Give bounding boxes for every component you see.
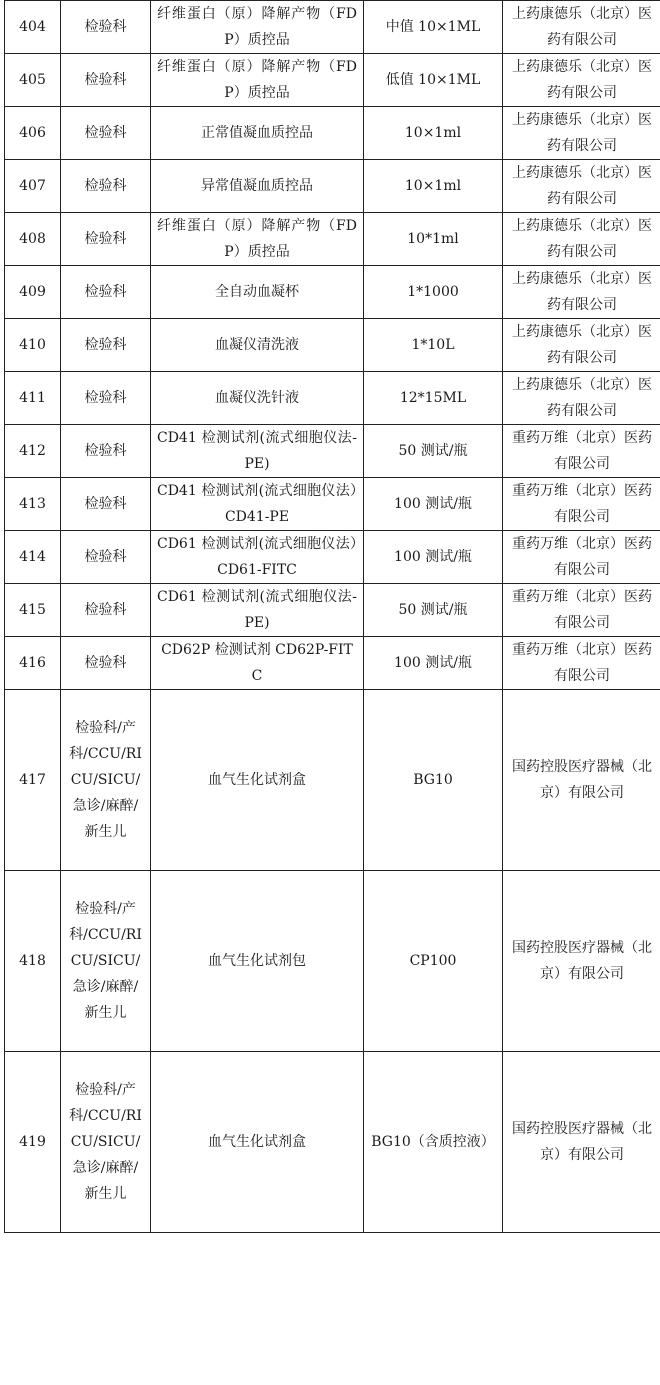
table-row <box>5 160 660 213</box>
row-number: 416 <box>5 637 61 690</box>
department-cell: 检验科 <box>61 425 151 478</box>
table-row <box>5 266 660 319</box>
department-cell: 检验科 <box>61 584 151 637</box>
table-row <box>5 478 660 531</box>
row-number: 405 <box>5 54 61 107</box>
department-cell: 检验科 <box>61 266 151 319</box>
row-number: 412 <box>5 425 61 478</box>
table-row <box>5 54 660 107</box>
table-row <box>5 1052 660 1233</box>
product-name-cell: 血凝仪清洗液 <box>151 319 364 372</box>
supplier-cell: 上药康德乐（北京）医药有限公司 <box>503 266 660 319</box>
spec-cell: 100 测试/瓶 <box>364 637 503 690</box>
table-row <box>5 425 660 478</box>
department-cell: 检验科 <box>61 531 151 584</box>
spec-cell: 50 测试/瓶 <box>364 584 503 637</box>
product-table-body <box>5 1 660 1233</box>
supplier-cell: 重药万维（北京）医药有限公司 <box>503 478 660 531</box>
spec-cell: 100 测试/瓶 <box>364 478 503 531</box>
supplier-cell: 重药万维（北京）医药有限公司 <box>503 637 660 690</box>
row-number: 414 <box>5 531 61 584</box>
spec-cell: 1*1000 <box>364 266 503 319</box>
row-number: 418 <box>5 871 61 1052</box>
table-row <box>5 372 660 425</box>
row-number: 404 <box>5 1 61 54</box>
supplier-cell: 上药康德乐（北京）医药有限公司 <box>503 54 660 107</box>
department-cell: 检验科 <box>61 478 151 531</box>
product-name-cell: 纤维蛋白（原）降解产物（FDP）质控品 <box>151 213 364 266</box>
table-row <box>5 1 660 54</box>
product-name-cell: 血气生化试剂盒 <box>151 1052 364 1233</box>
department-cell: 检验科/产科/CCU/RICU/SICU/急诊/麻醉/新生儿 <box>61 690 151 871</box>
supplier-cell: 上药康德乐（北京）医药有限公司 <box>503 213 660 266</box>
supplier-cell: 国药控股医疗器械（北京）有限公司 <box>503 690 660 871</box>
table-row <box>5 107 660 160</box>
department-cell: 检验科 <box>61 1 151 54</box>
product-table <box>4 0 660 1233</box>
supplier-cell: 重药万维（北京）医药有限公司 <box>503 425 660 478</box>
row-number: 413 <box>5 478 61 531</box>
department-cell: 检验科 <box>61 54 151 107</box>
product-name-cell: 纤维蛋白（原）降解产物（FDP）质控品 <box>151 1 364 54</box>
product-name-cell: CD62P 检测试剂 CD62P-FITC <box>151 637 364 690</box>
supplier-cell: 上药康德乐（北京）医药有限公司 <box>503 160 660 213</box>
row-number: 419 <box>5 1052 61 1233</box>
department-cell: 检验科 <box>61 319 151 372</box>
department-cell: 检验科 <box>61 107 151 160</box>
table-row <box>5 637 660 690</box>
spec-cell: 10*1ml <box>364 213 503 266</box>
spec-cell: 中值 10×1ML <box>364 1 503 54</box>
row-number: 415 <box>5 584 61 637</box>
product-name-cell: CD61 检测试剂(流式细胞仪法）CD61-FITC <box>151 531 364 584</box>
row-number: 407 <box>5 160 61 213</box>
department-cell: 检验科 <box>61 160 151 213</box>
product-name-cell: CD61 检测试剂(流式细胞仪法-PE) <box>151 584 364 637</box>
supplier-cell: 重药万维（北京）医药有限公司 <box>503 584 660 637</box>
table-row <box>5 690 660 871</box>
spec-cell: 50 测试/瓶 <box>364 425 503 478</box>
supplier-cell: 国药控股医疗器械（北京）有限公司 <box>503 871 660 1052</box>
row-number: 409 <box>5 266 61 319</box>
spec-cell: 10×1ml <box>364 160 503 213</box>
product-name-cell: 血凝仪洗针液 <box>151 372 364 425</box>
supplier-cell: 上药康德乐（北京）医药有限公司 <box>503 1 660 54</box>
product-name-cell: 血气生化试剂包 <box>151 871 364 1052</box>
table-row <box>5 213 660 266</box>
product-name-cell: 血气生化试剂盒 <box>151 690 364 871</box>
table-row <box>5 319 660 372</box>
product-name-cell: 正常值凝血质控品 <box>151 107 364 160</box>
product-name-cell: 全自动血凝杯 <box>151 266 364 319</box>
spec-cell: 100 测试/瓶 <box>364 531 503 584</box>
product-name-cell: CD41 检测试剂(流式细胞仪法-PE) <box>151 425 364 478</box>
department-cell: 检验科 <box>61 637 151 690</box>
supplier-cell: 国药控股医疗器械（北京）有限公司 <box>503 1052 660 1233</box>
department-cell: 检验科 <box>61 372 151 425</box>
product-name-cell: 异常值凝血质控品 <box>151 160 364 213</box>
spec-cell: 低值 10×1ML <box>364 54 503 107</box>
row-number: 408 <box>5 213 61 266</box>
spec-cell: CP100 <box>364 871 503 1052</box>
row-number: 406 <box>5 107 61 160</box>
spec-cell: BG10 <box>364 690 503 871</box>
product-name-cell: CD41 检测试剂(流式细胞仪法）CD41-PE <box>151 478 364 531</box>
supplier-cell: 上药康德乐（北京）医药有限公司 <box>503 372 660 425</box>
spec-cell: BG10（含质控液） <box>364 1052 503 1233</box>
spec-cell: 10×1ml <box>364 107 503 160</box>
table-row <box>5 584 660 637</box>
row-number: 417 <box>5 690 61 871</box>
supplier-cell: 重药万维（北京）医药有限公司 <box>503 531 660 584</box>
department-cell: 检验科/产科/CCU/RICU/SICU/急诊/麻醉/新生儿 <box>61 1052 151 1233</box>
spec-cell: 1*10L <box>364 319 503 372</box>
table-row <box>5 531 660 584</box>
row-number: 411 <box>5 372 61 425</box>
department-cell: 检验科/产科/CCU/RICU/SICU/急诊/麻醉/新生儿 <box>61 871 151 1052</box>
row-number: 410 <box>5 319 61 372</box>
supplier-cell: 上药康德乐（北京）医药有限公司 <box>503 107 660 160</box>
product-name-cell: 纤维蛋白（原）降解产物（FDP）质控品 <box>151 54 364 107</box>
spec-cell: 12*15ML <box>364 372 503 425</box>
table-row <box>5 871 660 1052</box>
supplier-cell: 上药康德乐（北京）医药有限公司 <box>503 319 660 372</box>
department-cell: 检验科 <box>61 213 151 266</box>
